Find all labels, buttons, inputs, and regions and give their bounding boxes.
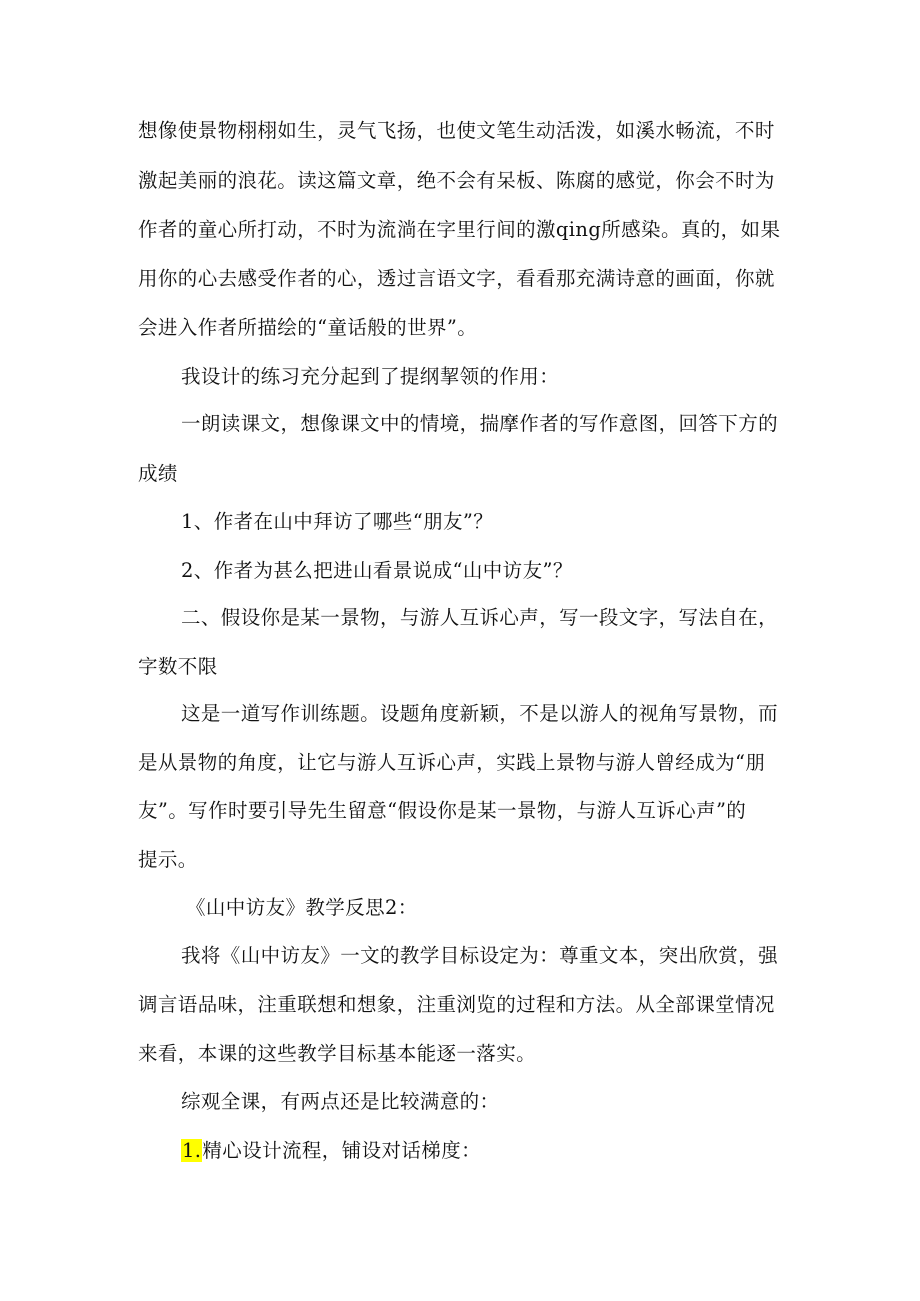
paragraph-3-line-2: 是从景物的角度，让它与游人互诉心声，实践上景物与游人曾经成为“朋	[138, 751, 766, 774]
paragraph-4-line-2: 调言语品味，注重联想和想象，注重浏览的过程和方法。从全部课堂情况	[138, 993, 775, 1016]
exercise-2-line-1: 二、假设你是某一景物，与游人互诉心声，写一段文字，写法自在，	[181, 606, 779, 629]
question-1: 1、作者在山中拜访了哪些“朋友”？	[181, 510, 494, 533]
point-1-number-highlight: 1.	[182, 1139, 202, 1162]
paragraph-2: 我设计的练习充分起到了提纲挈领的作用：	[181, 365, 560, 388]
paragraph-1-line-2: 激起美丽的浪花。读这篇文章，绝不会有呆板、陈腐的感觉，你会不时为	[138, 169, 775, 192]
paragraph-3-line-4: 提示。	[138, 848, 198, 871]
paragraph-3-line-1: 这是一道写作训练题。设题角度新颖，不是以游人的视角写景物，而	[181, 702, 779, 725]
paragraph-1-line-3: 作者的童心所打动，不时为流淌在字里行间的激qing所感染。真的，如果	[138, 218, 781, 241]
paragraph-1-line-4: 用你的心去感受作者的心，透过言语文字，看看那充满诗意的画面，你就	[138, 267, 775, 290]
exercise-2-line-2: 字数不限	[138, 655, 218, 678]
paragraph-1-line-1: 想像使景物栩栩如生，灵气飞扬，也使文笔生动活泼，如溪水畅流，不时	[138, 119, 775, 142]
exercise-1-line-2: 成绩	[138, 462, 178, 485]
paragraph-4-line-3: 来看，本课的这些教学目标基本能逐一落实。	[138, 1042, 537, 1065]
point-1	[181, 1139, 841, 1163]
exercise-1-line-1: 一朗读课文，想像课文中的情境，揣摩作者的写作意图，回答下方的	[181, 412, 779, 435]
section-title: 《山中访友》教学反思2：	[186, 896, 418, 919]
paragraph-5: 综观全课，有两点还是比较满意的：	[181, 1090, 500, 1113]
paragraph-1-line-5: 会进入作者所描绘的“童话般的世界”。	[138, 316, 478, 339]
paragraph-3-line-3: 友”。写作时要引导先生留意“假设你是某一景物，与游人互诉心声”的	[138, 799, 747, 822]
question-2: 2、作者为甚么把进山看景说成“山中访友”？	[181, 559, 573, 582]
point-1-text: 精心设计流程，铺设对话梯度：	[202, 1139, 482, 1162]
paragraph-4-line-1: 我将《山中访友》一文的教学目标设定为：尊重文本，突出欣赏，强	[181, 944, 779, 967]
